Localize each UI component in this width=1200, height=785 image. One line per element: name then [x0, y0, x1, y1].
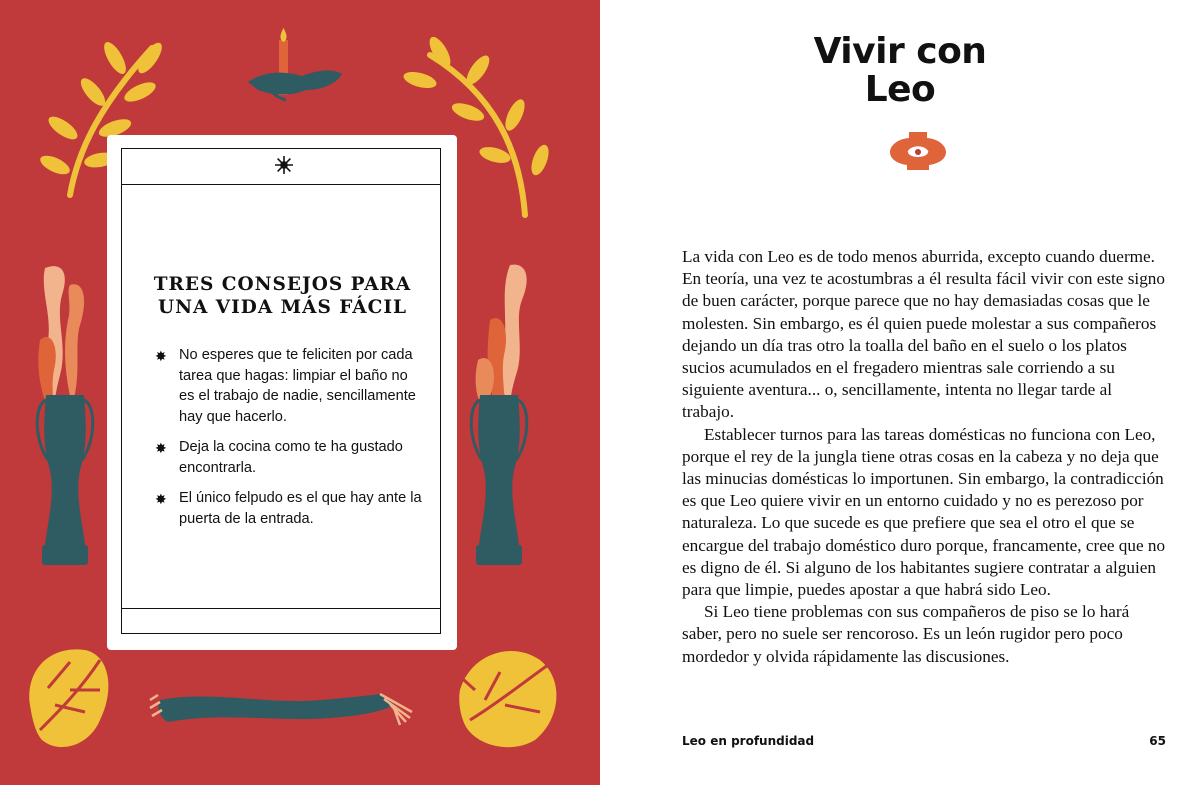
page-title [600, 33, 1200, 109]
tip-text: Deja la cocina como te ha gustado encontrarla. [179, 439, 403, 476]
list-item [153, 345, 423, 427]
paragraph: La vida con Leo es de todo menos aburrida, excepto cuando duerme. En teoría, una vez te acostumbras a él resulta fácil vivir con este signo de buen carácter, porque parece que no hay demasiadas cosas que le molesten. Sin embargo, es él quien puede molestar a sus compañeros dejando un día tras otro la toalla del baño en el suelo o los platos sucios acumulados en el fregadero mientras sale corriendo a su siguiente aventura... o, sencillamente, intenta no llegar tarde al trabajo. [682, 247, 1165, 422]
frame-divider-bottom [122, 608, 440, 609]
star-bullet-icon: ✸ [155, 348, 167, 364]
running-footer: Leo en profundidad [682, 734, 815, 748]
frame-divider-top [122, 184, 440, 185]
sun-icon [274, 155, 294, 175]
paragraph: Si Leo tiene problemas con sus compañeros de piso se lo hará saber, pero no suele ser rencoroso. Es un león rugidor pero poco mordedor y olvida rápidamente las discusiones. [682, 602, 1130, 666]
crescent-moon-icon [275, 613, 293, 631]
text-page [600, 0, 1200, 785]
tips-card [107, 135, 457, 650]
eye-vase-icon [889, 130, 947, 172]
hand-candle-icon [248, 28, 342, 100]
list-item [153, 437, 423, 478]
list-item [153, 488, 423, 529]
page-title-line-1: Vivir con [813, 31, 987, 72]
card-title-line-1: TRES CONSEJOS PARA [153, 274, 412, 295]
body-text [682, 246, 1166, 668]
card-title-line-2: UNA VIDA MÁS FÁCIL [157, 297, 408, 318]
doormat-rug-icon [150, 694, 412, 725]
card-title [125, 273, 440, 319]
star-bullet-icon: ✸ [155, 491, 167, 507]
vase-right-icon [471, 265, 527, 565]
star-bullet-icon: ✸ [155, 440, 167, 456]
tip-text: No esperes que te feliciten por cada tarea que hagas: limpiar el baño no es el trabajo de nadie, sencillamente hay que hacerlo. [179, 347, 416, 425]
tip-text: El único felpudo es el que hay ante la puerta de la entrada. [179, 490, 422, 527]
page-number: 65 [1149, 734, 1166, 748]
vase-left-icon [37, 266, 93, 565]
paragraph: Establecer turnos para las tareas domésticas no funciona con Leo, porque el rey de la jungla tiene otras cosas en la cabeza y no deja que las minucias domésticas lo importunen. Sin embargo, la contradicción es que Leo quiere vivir en un entorno cuidado y no es perezoso por naturaleza. Lo que sucede es que prefiere que sea el otro el que se encargue del trabajo doméstico duro porque, francamente, cree que no es digno de él. Si alguno de los habitantes sugiere contratar a alguien para que limpie, puedes apostar a que habrá sido Leo. [682, 424, 1166, 600]
tips-list [153, 345, 423, 539]
monstera-leaf-right-icon [455, 651, 556, 747]
page-title-line-2: Leo [864, 69, 936, 110]
monstera-leaf-left-icon [29, 649, 108, 747]
